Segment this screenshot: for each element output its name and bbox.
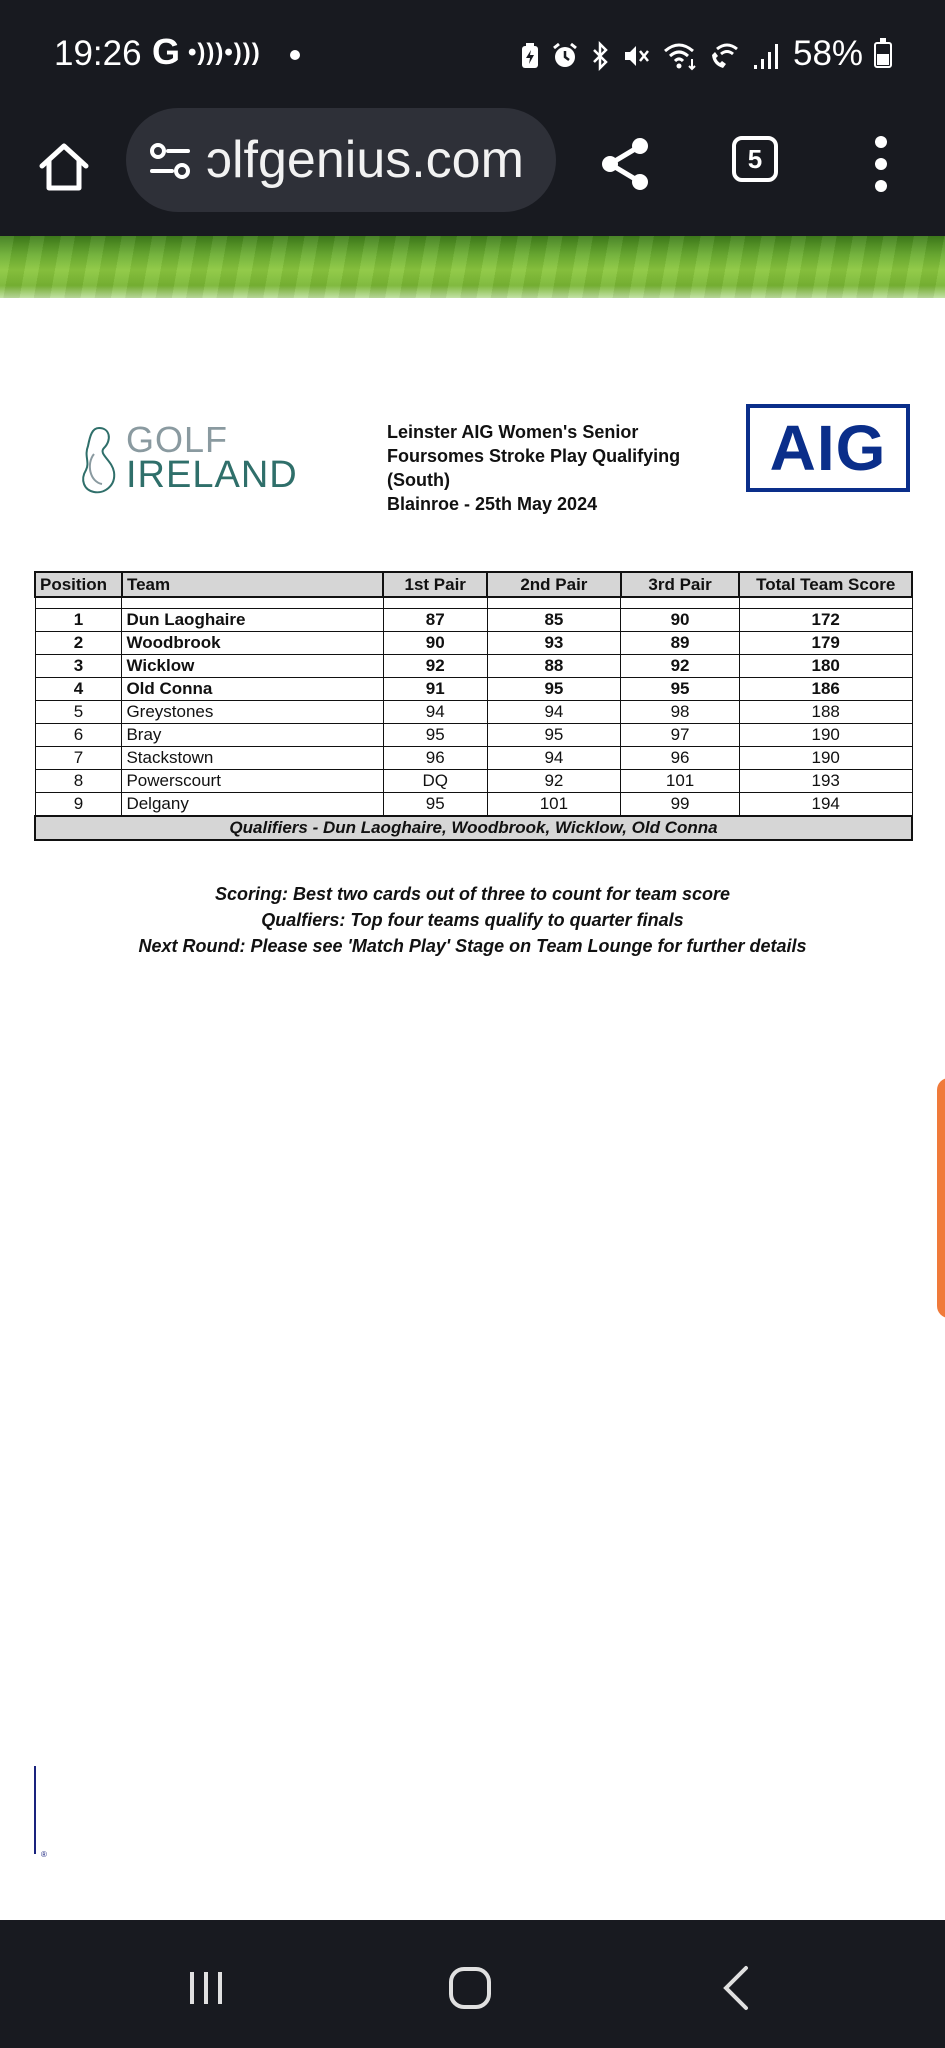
bluetooth-icon (590, 41, 610, 71)
cell-signal-icon (752, 41, 782, 71)
aig-logo: AIG (746, 404, 910, 492)
cell-3rd-pair: 98 (621, 701, 740, 724)
cell-position: 6 (35, 724, 122, 747)
cell-2nd-pair: 95 (487, 724, 621, 747)
cell-2nd-pair: 101 (487, 793, 621, 817)
more-notifications-dot-icon (290, 50, 300, 60)
cell-position: 2 (35, 632, 122, 655)
cell-team: Powerscourt (122, 770, 383, 793)
qualifiers-text: Qualifiers - Dun Laoghaire, Woodbrook, Wicklow, Old Conna (35, 816, 912, 840)
cell-total-team-score: 188 (739, 701, 912, 724)
google-notification-icon: G (152, 31, 181, 72)
cell-3rd-pair: 90 (621, 609, 740, 632)
status-bar (0, 0, 945, 108)
table-row (35, 701, 912, 724)
cell-total-team-score: 180 (739, 655, 912, 678)
table-header-row (35, 572, 912, 597)
qualifiers-row (35, 816, 912, 840)
cell-total-team-score: 186 (739, 678, 912, 701)
title-line: Foursomes Stroke Play Qualifying (387, 446, 681, 466)
browser-toolbar (0, 108, 945, 236)
cell-team: Old Conna (122, 678, 383, 701)
cell-3rd-pair: 95 (621, 678, 740, 701)
table-row (35, 770, 912, 793)
cell-position: 5 (35, 701, 122, 724)
table-spacer-row (35, 597, 912, 609)
cell-2nd-pair: 93 (487, 632, 621, 655)
cell-2nd-pair: 94 (487, 701, 621, 724)
golf-ireland-logo (78, 420, 308, 496)
tab-switcher-button[interactable]: 5 (732, 136, 778, 182)
battery-saver-icon (520, 42, 540, 70)
header-2nd-pair: 2nd Pair (487, 572, 621, 597)
url-text[interactable]: ɔlfgenius.com (206, 131, 524, 189)
cell-total-team-score: 179 (739, 632, 912, 655)
battery-icon (874, 42, 892, 68)
table-row (35, 609, 912, 632)
cell-3rd-pair: 101 (621, 770, 740, 793)
edge-panel-handle[interactable] (937, 1078, 945, 1318)
cell-1st-pair: 95 (383, 724, 487, 747)
table-row (35, 793, 912, 817)
table-row (35, 678, 912, 701)
cell-total-team-score: 190 (739, 747, 912, 770)
wifi-calling-icon (709, 41, 741, 71)
notes-block (0, 881, 945, 959)
competition-title (387, 420, 707, 516)
home-icon[interactable] (34, 136, 94, 196)
title-line: Leinster AIG Women's Senior (387, 422, 639, 442)
header-1st-pair: 1st Pair (383, 572, 487, 597)
cell-team: Bray (122, 724, 383, 747)
status-time: 19:26 (54, 34, 142, 73)
table-row (35, 632, 912, 655)
cell-team: Stackstown (122, 747, 383, 770)
cell-team: Wicklow (122, 655, 383, 678)
cell-3rd-pair: 92 (621, 655, 740, 678)
back-icon[interactable] (718, 1964, 754, 2012)
cell-position: 3 (35, 655, 122, 678)
cell-team: Greystones (122, 701, 383, 724)
next-round-note: Next Round: Please see 'Match Play' Stage on Team Lounge for further details (138, 936, 807, 956)
cell-total-team-score: 172 (739, 609, 912, 632)
results-table-body (35, 597, 912, 816)
cell-1st-pair: 91 (383, 678, 487, 701)
recent-apps-icon[interactable] (186, 1970, 226, 2006)
alarm-icon (551, 42, 579, 70)
cell-2nd-pair: 95 (487, 678, 621, 701)
cell-position: 7 (35, 747, 122, 770)
cell-position: 8 (35, 770, 122, 793)
cell-position: 9 (35, 793, 122, 817)
cell-1st-pair: 94 (383, 701, 487, 724)
title-line: Blainroe - 25th May 2024 (387, 494, 598, 514)
cell-3rd-pair: 97 (621, 724, 740, 747)
table-row (35, 655, 912, 678)
cell-position: 4 (35, 678, 122, 701)
cell-1st-pair: 96 (383, 747, 487, 770)
text-cursor-line (34, 1766, 36, 1854)
header-position: Position (35, 572, 122, 597)
mute-icon (621, 41, 651, 71)
cell-team: Delgany (122, 793, 383, 817)
cell-total-team-score: 194 (739, 793, 912, 817)
cell-2nd-pair: 94 (487, 747, 621, 770)
battery-percent: 58% (793, 34, 864, 73)
cursor-mark: ® (41, 1850, 47, 1859)
status-icons (520, 36, 782, 76)
cell-team: Dun Laoghaire (122, 609, 383, 632)
cell-2nd-pair: 85 (487, 609, 621, 632)
table-row (35, 724, 912, 747)
cell-1st-pair: 87 (383, 609, 487, 632)
signal-notification-icon: •)))•))) (188, 39, 261, 66)
site-settings-icon[interactable] (148, 138, 194, 184)
cell-position: 1 (35, 609, 122, 632)
results-document (0, 298, 945, 1920)
cell-1st-pair: 90 (383, 632, 487, 655)
results-table (34, 571, 913, 841)
header-3rd-pair: 3rd Pair (621, 572, 740, 597)
cell-1st-pair: 95 (383, 793, 487, 817)
wifi-icon (662, 41, 698, 71)
golf-ireland-logo-word-ireland: IRELAND (126, 454, 298, 496)
cell-1st-pair: DQ (383, 770, 487, 793)
cell-total-team-score: 190 (739, 724, 912, 747)
table-row (35, 747, 912, 770)
share-icon[interactable] (596, 134, 656, 194)
cell-2nd-pair: 92 (487, 770, 621, 793)
golf-ireland-logo-word-golf: GOLF (126, 419, 229, 460)
cell-team: Woodbrook (122, 632, 383, 655)
scoring-note: Scoring: Best two cards out of three to count for team score (214, 884, 731, 904)
address-bar[interactable] (126, 108, 556, 212)
more-options-icon[interactable] (866, 136, 896, 196)
title-line: (South) (387, 470, 450, 490)
cell-3rd-pair: 96 (621, 747, 740, 770)
page-banner-image (0, 236, 945, 298)
qualifiers-note: Qualfiers: Top four teams qualify to quarter finals (261, 910, 684, 930)
header-team: Team (122, 572, 383, 597)
home-nav-icon[interactable] (448, 1966, 492, 2010)
cell-1st-pair: 92 (383, 655, 487, 678)
cell-3rd-pair: 89 (621, 632, 740, 655)
navigation-bar (0, 1920, 945, 2048)
cell-total-team-score: 193 (739, 770, 912, 793)
header-total-team-score: Total Team Score (739, 572, 912, 597)
golf-ireland-emblem-icon (78, 424, 120, 496)
cell-3rd-pair: 99 (621, 793, 740, 817)
cell-2nd-pair: 88 (487, 655, 621, 678)
